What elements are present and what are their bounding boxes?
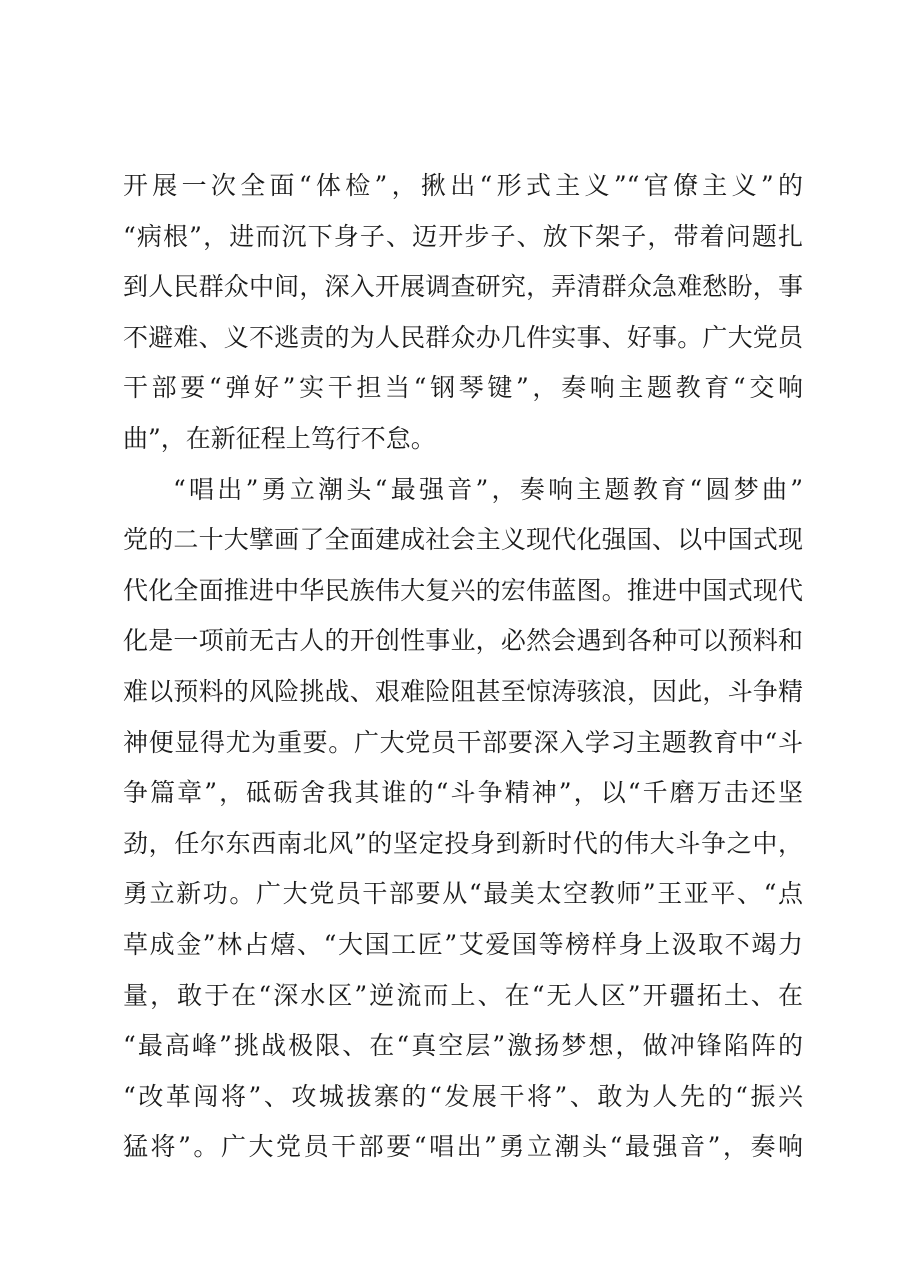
text-line: 争篇章”，砥砺舍我其谁的“斗争精神”，以“千磨万击还坚 [123,778,803,808]
text-line: 草成金”林占熺、“大国工匠”艾爱国等榜样身上汲取不竭力 [123,929,803,959]
text-line: 党的二十大擘画了全面建成社会主义现代化强国、以中国式现 [123,525,803,555]
text-line: 到人民群众中间，深入开展调查研究，弄清群众急难愁盼，事 [123,272,803,302]
text-line: 勇立新功。广大党员干部要从“最美太空教师”王亚平、“点 [123,879,803,909]
text-line: 劲，任尔东西南北风”的坚定投身到新时代的伟大斗争之中， [123,828,803,858]
text-line: 曲”，在新征程上笃行不怠。 [123,423,436,453]
body-text [123,161,803,1173]
text-line: 开展一次全面“体检”，揪出“形式主义”“官僚主义”的 [123,171,803,200]
text-line: 难以预料的风险挑战、艰难险阻甚至惊涛骇浪，因此，斗争精 [123,676,803,706]
text-line: 化是一项前无古人的开创性事业，必然会遇到各种可以预料和 [123,626,803,656]
text-line: 干部要“弹好”实干担当“钢琴键”，奏响主题教育“交响 [123,373,803,403]
text-line: “改革闯将”、攻城拔寨的“发展干将”、敢为人先的“振兴 [123,1081,803,1111]
text-line: 代化全面推进中华民族伟大复兴的宏伟蓝图。推进中国式现代 [123,575,803,605]
text-line: 猛将”。广大党员干部要“唱出”勇立潮头“最强音”，奏响 [123,1132,803,1162]
text-line: “病根”，进而沉下身子、迈开步子、放下架子，带着问题扎 [123,221,803,251]
text-line: 量，敢于在“深水区”逆流而上、在“无人区”开疆拓土、在 [123,980,803,1010]
section-heading: “唱出”勇立潮头“最强音”，奏响主题教育“圆梦曲” [173,474,803,504]
text-line: 不避难、义不逃责的为人民群众办几件实事、好事。广大党员 [123,322,803,352]
text-line: 神便显得尤为重要。广大党员干部要深入学习主题教育中“斗 [123,727,803,757]
text-line: “最高峰”挑战极限、在“真空层”激扬梦想，做冲锋陷阵的 [123,1031,803,1061]
